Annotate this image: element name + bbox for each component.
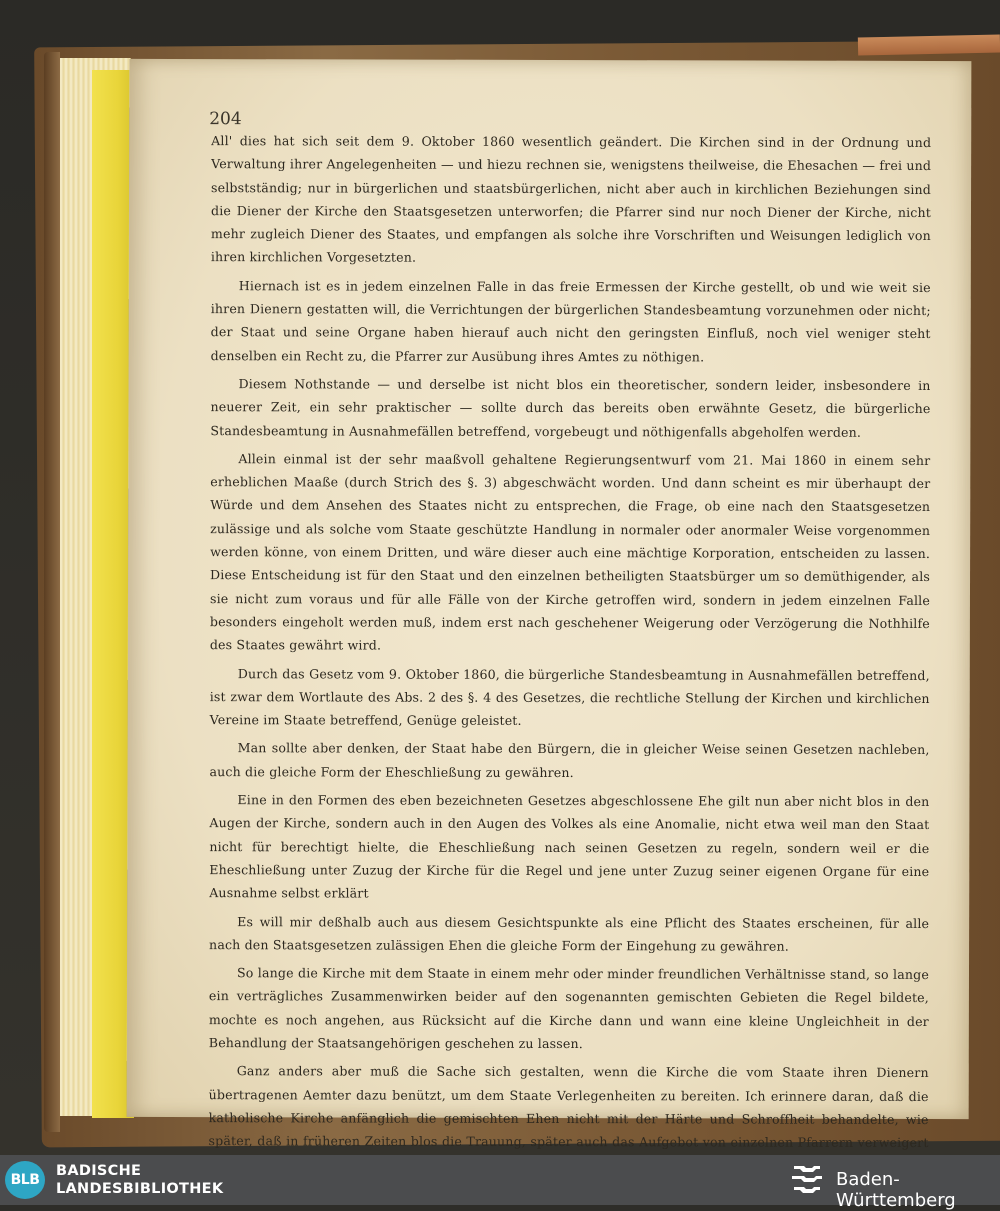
paragraph: Allein einmal ist der sehr maaßvoll gehaltene Regierungsentwurf vom 21. Mai 1860 in einem sehr erheblichen Maaße (durch Strich des §. 3) abgeschwächt worden. Und dann scheint es mir überhaupt der Würde und dem Ansehen des Staates nicht zu entsprechen, die Frage, ob eine nach den Staatsgesetzen zulässige und als solche vom Staate geschützte Handlung in normaler oder anormaler Weise vorgenommen werden könne, von einem Dritten, und wäre dieser auch eine mächtige Korporation, entscheiden zu lassen. Diese Entscheidung ist für den Staat und den einzelnen betheiligten Staatsbürger um so demüthigender, als sie nicht zum voraus und für alle Fälle von der Kirche getroffen wird, sondern in jedem einzelnen Falle besonders eingeholt werden muß, indem erst nach geschehener Weigerung oder Verzögerung die Nothhilfe des Staates gewährt wird. [209, 451, 931, 653]
paragraph: Hiernach ist es in jedem einzelnen Falle in das freie Ermessen der Kirche gestellt, ob und wie weit sie ihren Dienern gestatten will, die Verrichtungen der bürgerlichen Standesbeamtung vorzunehmen oder nicht; der Staat und seine Organe haben hierauf auch nicht den geringsten Einfluß, noch viel weniger steht denselben ein Recht zu, die Pfarrer zur Ausübung ihres Amtes zu nöthigen. [210, 277, 931, 365]
state-name[interactable]: Baden-Württemberg [836, 1169, 956, 1211]
cover-spine-edge [44, 52, 60, 1132]
paragraph: So lange die Kirche mit dem Staate in einem mehr oder minder freundlichen Verhältnisse stand, so lange ein verträgliches Zusammenwirken beider auf den sogenannten gemischten Gebieten die Regel bildete, mochte es noch angehen, aus Rücksicht auf die Kirche dann und wann eine kleine Ungleichheit in der Behandlung der Staatsangehörigen geschehen zu lassen. [208, 965, 930, 1052]
repair-tape [858, 35, 1000, 56]
paragraph: All' dies hat sich seit dem 9. Oktober 1860 wesentlich geändert. Die Kirchen sind in der Ordnung und Verwaltung ihrer Angelegenheiten — und hiezu rechnen sie, wenigstens theilweise, die Ehesachen — frei und selbstständig; nur in bürgerlichen und staatsbürgerlichen, nicht aber auch in kirchlichen Beziehungen sind die Diener der Kirche den Staatsgesetzen unterworfen; die Pfarrer sind nur noch Diener der Kirche, nicht mehr zugleich Diener des Staates, und empfangen als solche ihre Vorschriften und Weisungen lediglich von ihren kirchlichen Vorgesetzten. [210, 133, 932, 266]
paragraph: Es will mir deßhalb auch aus diesem Gesichtspunkte als eine Pflicht des Staates erscheinen, für alle nach den Staatsgesetzen zulässigen Ehen die gleiche Form der Eingehung zu gewähren. [209, 913, 930, 954]
paragraph: Durch das Gesetz vom 9. Oktober 1860, die bürgerliche Standesbeamtung in Ausnahmefällen betreffend, ist zwar dem Wortlaute des Abs. 2 des §. 4 des Gesetzes, die rechtliche Stellung der Kirchen und kirchlichen Vereine im Staate betreffend, Genüge geleistet. [209, 665, 930, 729]
paragraph: Diesem Nothstande — und derselbe ist nicht blos ein theoretischer, sondern leider, insbesondere in neuerer Zeit, ein sehr praktischer — sollte durch das bereits oben erwähnte Gesetz, die bürgerliche Standesbeamtung in Ausnahmefällen betreffend, vorgebeugt und nöthigenfalls abgeholfen werden. [210, 376, 931, 440]
paragraph: Man sollte aber denken, der Staat habe den Bürgern, die in gleicher Weise seinen Gesetzen nachleben, auch die gleiche Form der Eheschließung zu gewähren. [209, 740, 930, 780]
page-number: 204 [209, 109, 242, 130]
library-name-line1[interactable]: BADISCHE [56, 1163, 142, 1179]
footer-bar [0, 1155, 1000, 1211]
paragraph: Ganz anders aber muß die Sache sich gestalten, wenn die Kirche die vom Staate ihren Dienern übertragenen Aemter dazu benützt, um dem Staate Verlegenheiten zu bereiten. Ich erinnere daran, daß die katholische Kirche anfänglich die gemischten Ehen nicht mit der Härte und Schroffheit behandelte, wie später, daß in früheren Zeiten blos die Trauung, später auch das Aufgebot von einzelnen Pfarrern verweigert [208, 1063, 929, 1151]
blb-logo-icon[interactable]: BLB [5, 1161, 45, 1199]
lions-emblem-icon [790, 1162, 824, 1198]
page-body [208, 129, 931, 1155]
paragraph: Eine in den Formen des eben bezeichneten Gesetzes abgeschlossene Ehe gilt nun aber nicht blos in den Augen der Kirche, sondern auch in den Augen des Volkes als eine Anomalie, nicht etwa weil man den Staat nicht für berechtigt hielte, die Eheschließung nach seinen Gesetzen zu regeln, sondern weil er die Eheschließung unter Zuzug der Kirche für die Regel und jene unter Zuzug seiner eigenen Organe für eine Ausnahme selbst erklärt [209, 792, 930, 901]
book-page [127, 59, 972, 1151]
library-name-line2[interactable]: LANDESBIBLIOTHEK [56, 1181, 224, 1197]
